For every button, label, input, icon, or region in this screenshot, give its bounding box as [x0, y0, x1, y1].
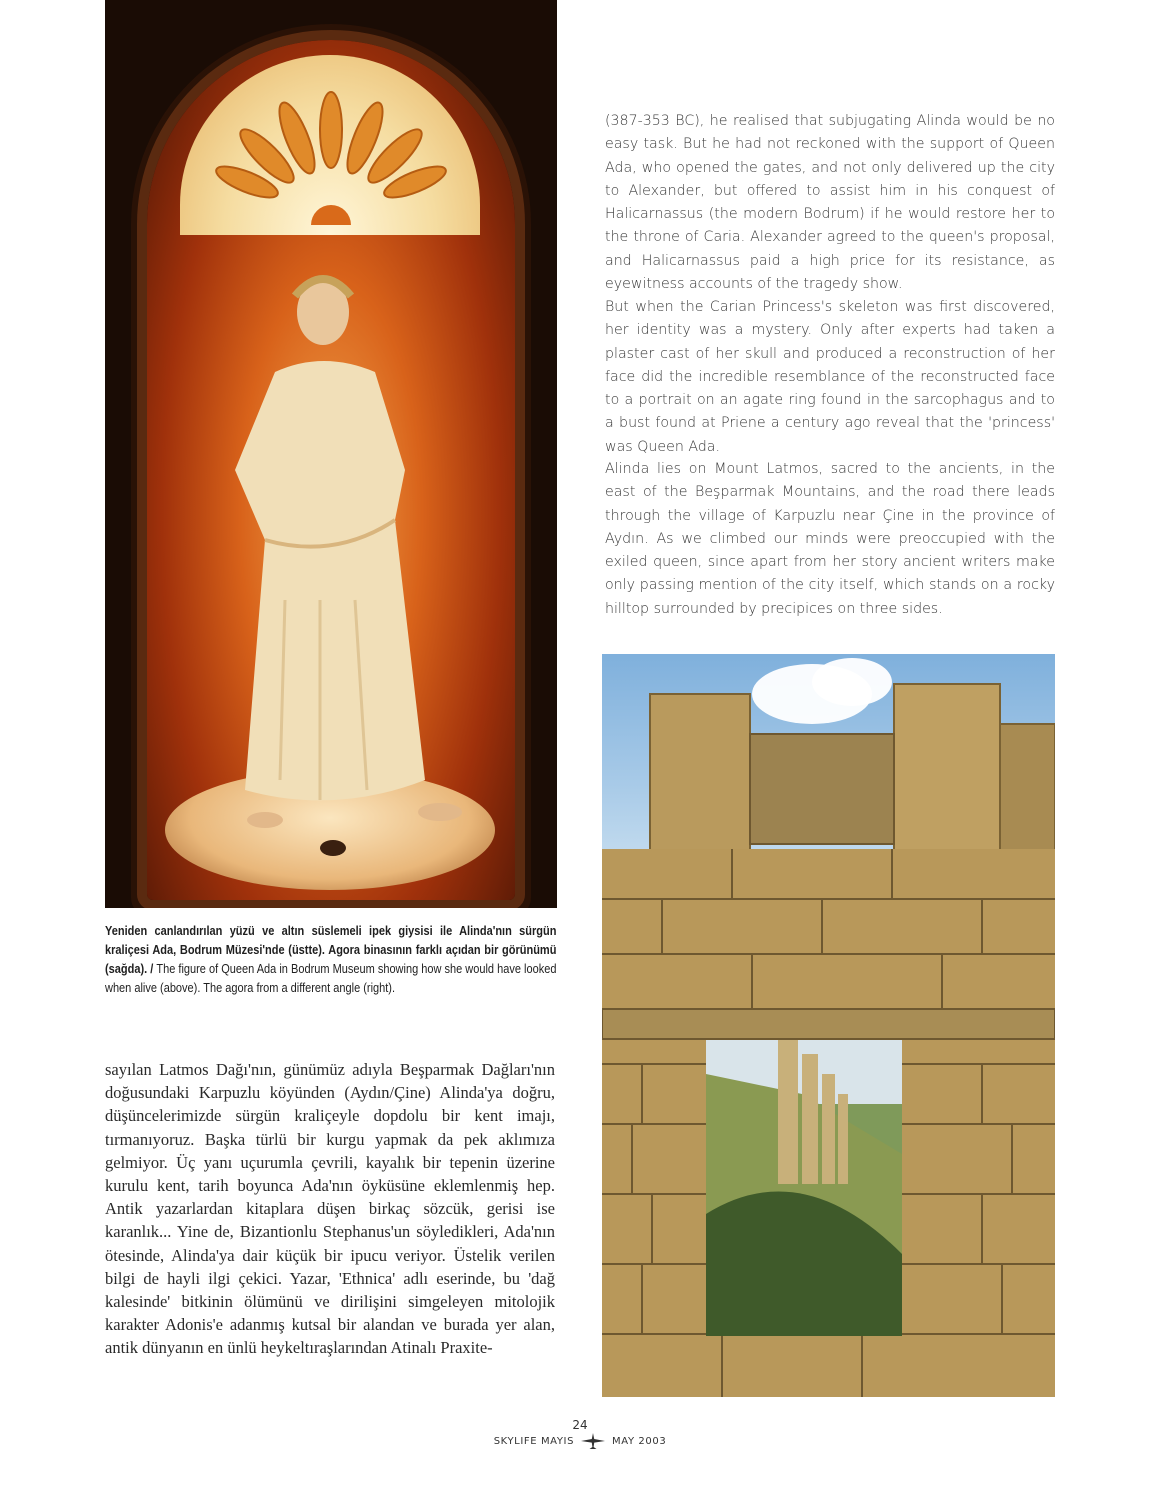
footer-line	[430, 1432, 730, 1450]
english-paragraph-3: Alinda lies on Mount Latmos, sacred to the ancients, in the east of the Beşparmak Mountains, and the road there leads through the village of Karpuzlu near Çine in the province of Aydın. As we climbed our minds were preoccupied with the exiled queen, since apart from her story ancient writers make only passing mention of the city itself, which stands on a rocky hilltop surrounded by precipices on three sides.	[605, 461, 1055, 617]
caption-english: The figure of Queen Ada in Bodrum Museum showing how she would have looked when alive (above). The agora from a different angle (right).	[105, 962, 557, 995]
agora-ruins-photo	[602, 654, 1055, 1397]
footer-issue-date: MAY 2003	[612, 1435, 667, 1447]
caption-separator: /	[147, 962, 157, 976]
page-footer	[430, 1418, 730, 1450]
queen-ada-statue-photo	[105, 0, 557, 908]
statue-figure	[105, 0, 557, 908]
footer-magazine-name: SKYLIFE MAYIS	[493, 1435, 575, 1447]
photo-caption	[105, 922, 556, 998]
agora-stone-wall	[602, 654, 1055, 1397]
caption-turkish: Yeniden canlandırılan yüzü ve altın süslemeli ipek giysisi ile Alinda'nın sürgün kraliçesi Ada, Bodrum Müzesi'nde (üstte). Agora binasının farklı açıdan bir görünümü (sağda).	[105, 924, 557, 976]
english-paragraph-1: (387-353 BC), he realised that subjugating Alinda would be no easy task. But he had not reckoned with the support of Queen Ada, who opened the gates, and not only delivered up the city to Alexander, but offered to assist him in his conquest of Halicarnassus (the modern Bodrum) if he would restore her to the throne of Caria. Alexander agreed to the queen's proposal, and Halicarnassus paid a high price for its resistance, as eyewitness accounts of the tragedy show.	[605, 113, 1055, 293]
page-number: 24	[572, 1418, 588, 1432]
english-paragraph-2: But when the Carian Princess's skeleton was first discovered, her identity was a mystery. Only after experts had taken a plaster cast of her skull and produced a reconstruction of her face did the incredible resemblance of the reconstructed face to a portrait on an agate ring found in the sarcophagus and to a bust found at Priene a century ago reveal that the 'princess' was Queen Ada.	[605, 299, 1055, 455]
turkish-body-text: sayılan Latmos Dağı'nın, günümüz adıyla Beşparmak Dağları'nın doğusundaki Karpuzlu köyünden (Aydın/Çine) Alinda'ya doğru, düşüncelerimizde sürgün kraliçeyle dopdolu bir kent imajı, tırmanıyoruz. Başka türlü bir kurgu yapmak da pek aklımıza gelmiyor. Üç yanı uçurumla çevrili, kayalık bir tepenin üzerine kurulu kent, tarih boyunca Ada'nın öyküsüne eklemlenmiş hep. Antik yazarlardan kitaplara düşen birkaç sözcük, gerisi ise karanlık... Yine de, Bizantionlu Stephanus'un söyledikleri, Ada'nın ötesinde, Alinda'ya dair küçük bir ipucu veriyor. Üstelik verilen bilgi de hayli ilgi çekici. Yazar, 'Ethnica' adlı eserinde, bu 'dağ kalesinde' bitkinin ölümünü ve dirilişini simgeleyen mitolojik karakter Adonis'e adanmış kutsal bir alandan ve burada yer alan, antik dünyanın en ünlü heykeltıraşlarından Atinalı Praxite-	[105, 1060, 555, 1358]
airplane-icon	[580, 1432, 606, 1450]
